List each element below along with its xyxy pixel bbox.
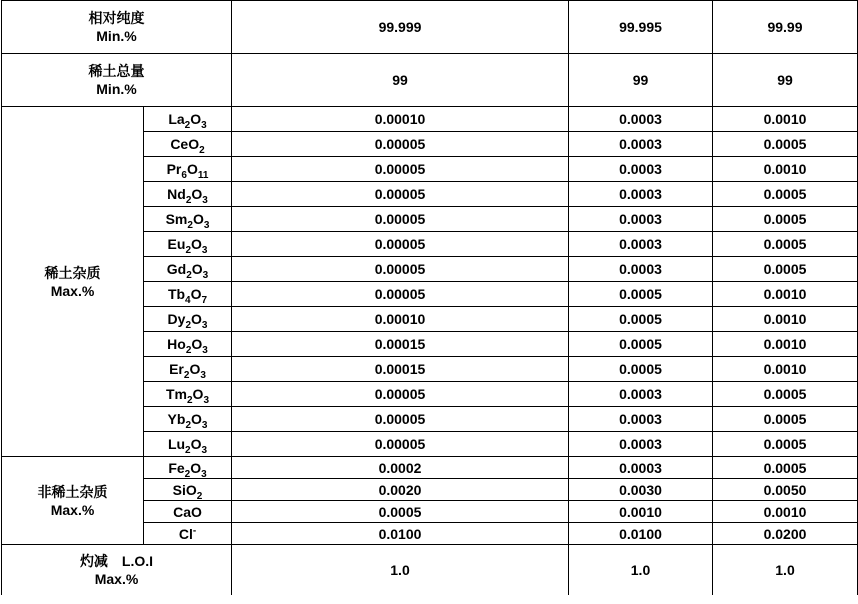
value-cell: 0.00005 <box>232 382 569 407</box>
compound-formula <box>172 481 203 502</box>
value-cell: 0.0005 <box>569 282 713 307</box>
purity-value-3: 99.99 <box>713 1 858 54</box>
formula-subscript: 2 <box>185 344 192 356</box>
formula-part: O <box>189 361 201 377</box>
formula-subscript: 3 <box>203 394 209 406</box>
compound-formula <box>167 336 208 356</box>
compound-formula <box>167 311 208 331</box>
compound-cell <box>144 182 232 207</box>
compound-formula <box>167 236 208 256</box>
formula-part: CeO <box>170 136 200 152</box>
formula-subscript: 2 <box>186 269 192 281</box>
value-cell: 0.0050 <box>713 479 858 501</box>
formula-subscript: 2 <box>196 490 203 502</box>
formula-subscript: 11 <box>197 169 209 181</box>
value-cell: 0.0005 <box>713 257 858 282</box>
value-cell: 0.00005 <box>232 232 569 257</box>
value-cell: 0.0010 <box>713 501 858 523</box>
formula-subscript: 3 <box>201 444 208 456</box>
loi-label-cell <box>2 545 232 596</box>
value-cell: 0.0100 <box>569 523 713 545</box>
table-row <box>2 457 858 479</box>
loi-value-1: 1.0 <box>232 545 569 596</box>
table-row <box>2 107 858 132</box>
treo-row <box>2 54 858 107</box>
formula-part: Gd <box>166 261 187 277</box>
treo-value-2: 99 <box>569 54 713 107</box>
formula-part: La <box>168 111 185 127</box>
value-cell: 0.0003 <box>569 407 713 432</box>
loi-unit: Max.% <box>94 571 139 587</box>
formula-subscript: 7 <box>201 294 208 306</box>
formula-part: Er <box>169 361 184 377</box>
formula-part: Tm <box>165 386 187 402</box>
formula-subscript: 3 <box>201 468 207 480</box>
treo-label-cell <box>2 54 232 107</box>
loi-value-2: 1.0 <box>569 545 713 596</box>
value-cell: 0.0005 <box>713 232 858 257</box>
value-cell: 0.0002 <box>232 457 569 479</box>
value-cell: 0.0010 <box>713 157 858 182</box>
value-cell: 0.0100 <box>232 523 569 545</box>
formula-part: O <box>191 311 202 327</box>
formula-part: Yb <box>167 411 186 427</box>
formula-part: Tb <box>167 286 186 302</box>
formula-part: O <box>190 286 202 302</box>
formula-subscript: 2 <box>185 444 191 456</box>
formula-subscript: 2 <box>199 144 205 156</box>
value-cell: 0.0005 <box>569 332 713 357</box>
compound-cell <box>144 479 232 501</box>
compound-cell <box>144 407 232 432</box>
formula-part: O <box>191 411 202 427</box>
value-cell: 0.0010 <box>713 107 858 132</box>
value-cell: 0.00005 <box>232 257 569 282</box>
specification-table-body <box>2 1 858 596</box>
compound-cell <box>144 523 232 545</box>
value-cell: 0.0030 <box>569 479 713 501</box>
formula-part: O <box>191 336 203 352</box>
value-cell: 0.00005 <box>232 132 569 157</box>
formula-subscript: 3 <box>201 319 208 331</box>
formula-part: O <box>192 211 204 227</box>
purity-row <box>2 1 858 54</box>
formula-part: O <box>191 261 203 277</box>
formula-part: SiO <box>172 481 197 498</box>
re-impurities-group-unit: Max.% <box>50 282 95 299</box>
compound-cell <box>144 207 232 232</box>
value-cell: 0.0003 <box>569 132 713 157</box>
formula-subscript: 2 <box>185 244 191 256</box>
loi-label: 灼减 L.O.I <box>79 553 154 569</box>
value-cell: 0.0005 <box>569 357 713 382</box>
value-cell: 0.00015 <box>232 357 569 382</box>
non-re-impurities-group <box>2 457 144 545</box>
formula-part: Sm <box>165 211 188 227</box>
compound-formula <box>165 211 210 231</box>
formula-subscript: 3 <box>201 244 208 256</box>
formula-subscript: 3 <box>201 419 208 431</box>
value-cell: 0.00005 <box>232 282 569 307</box>
formula-subscript: 2 <box>186 394 193 406</box>
formula-subscript: 2 <box>183 369 190 381</box>
compound-formula <box>170 136 205 156</box>
compound-cell <box>144 501 232 523</box>
formula-part: O <box>191 236 202 252</box>
formula-subscript: 3 <box>203 219 210 231</box>
purity-value-2: 99.995 <box>569 1 713 54</box>
value-cell: 0.0005 <box>713 132 858 157</box>
re-impurities-group <box>2 107 144 457</box>
compound-cell <box>144 357 232 382</box>
non-re-impurities-group-unit: Max.% <box>50 501 95 518</box>
compound-formula <box>168 459 207 480</box>
formula-part: O <box>190 111 202 127</box>
compound-cell <box>144 432 232 457</box>
value-cell: 0.0003 <box>569 457 713 479</box>
compound-cell <box>144 382 232 407</box>
compound-cell <box>144 307 232 332</box>
non-re-impurities-group-label: 非稀土杂质 <box>37 483 108 500</box>
value-cell: 0.0005 <box>713 207 858 232</box>
value-cell: 0.0010 <box>713 282 858 307</box>
value-cell: 0.0010 <box>569 501 713 523</box>
formula-part: Ho <box>167 336 186 352</box>
loi-row <box>2 545 858 596</box>
value-cell: 0.0005 <box>713 457 858 479</box>
formula-subscript: 3 <box>201 119 207 131</box>
formula-subscript: 2 <box>184 468 191 480</box>
compound-formula <box>167 286 208 306</box>
value-cell: 0.0003 <box>569 107 713 132</box>
formula-part: O <box>186 161 198 177</box>
formula-subscript: 2 <box>187 219 193 231</box>
value-cell: 0.00005 <box>232 157 569 182</box>
value-cell: 0.0020 <box>232 479 569 501</box>
purity-label-cell <box>2 1 232 54</box>
formula-subscript: 3 <box>200 369 206 381</box>
formula-part: O <box>192 386 204 402</box>
formula-subscript: 2 <box>184 119 191 131</box>
purity-value-1: 99.999 <box>232 1 569 54</box>
purity-unit: Min.% <box>96 28 137 44</box>
value-cell: 0.00010 <box>232 307 569 332</box>
formula-part: CaO <box>173 503 202 520</box>
value-cell: 0.0003 <box>569 157 713 182</box>
value-cell: 0.0200 <box>713 523 858 545</box>
value-cell: 0.0010 <box>713 357 858 382</box>
value-cell: 0.0010 <box>713 332 858 357</box>
compound-formula <box>167 186 208 206</box>
compound-formula <box>179 526 196 542</box>
re-impurities-group-label: 稀土杂质 <box>44 264 101 281</box>
formula-subscript: 3 <box>202 344 208 356</box>
compound-cell <box>144 332 232 357</box>
compound-cell <box>144 282 232 307</box>
compound-formula <box>166 161 209 181</box>
treo-value-1: 99 <box>232 54 569 107</box>
formula-part: Dy <box>167 311 186 327</box>
compound-formula <box>169 361 206 381</box>
formula-part: O <box>191 186 203 202</box>
formula-subscript: 2 <box>185 319 191 331</box>
compound-cell <box>144 257 232 282</box>
value-cell: 0.00005 <box>232 207 569 232</box>
value-cell: 0.00015 <box>232 332 569 357</box>
compound-cell <box>144 107 232 132</box>
formula-part: Fe <box>168 459 185 476</box>
compound-formula <box>168 111 207 131</box>
formula-part: Pr <box>166 161 182 177</box>
compound-formula <box>173 504 202 520</box>
value-cell: 0.0005 <box>713 407 858 432</box>
value-cell: 0.0003 <box>569 232 713 257</box>
value-cell: 0.0003 <box>569 207 713 232</box>
value-cell: 0.0003 <box>569 432 713 457</box>
formula-subscript: 6 <box>181 169 187 181</box>
value-cell: 0.00005 <box>232 407 569 432</box>
formula-part: Eu <box>167 236 186 252</box>
value-cell: 0.0005 <box>713 382 858 407</box>
formula-subscript: 3 <box>202 269 209 281</box>
compound-cell <box>144 232 232 257</box>
specification-table <box>1 0 858 595</box>
value-cell: 0.0003 <box>569 257 713 282</box>
compound-cell <box>144 457 232 479</box>
compound-formula <box>167 411 208 431</box>
formula-subscript: 4 <box>185 294 191 306</box>
value-cell: 0.0005 <box>713 432 858 457</box>
formula-subscript: 2 <box>185 419 191 431</box>
formula-subscript: 3 <box>202 194 208 206</box>
value-cell: 0.0010 <box>713 307 858 332</box>
value-cell: 0.0003 <box>569 382 713 407</box>
formula-part: Lu <box>167 436 186 452</box>
value-cell: 0.0005 <box>569 307 713 332</box>
value-cell: 0.0003 <box>569 182 713 207</box>
compound-cell <box>144 157 232 182</box>
value-cell: 0.0005 <box>232 501 569 523</box>
value-cell: 0.00005 <box>232 432 569 457</box>
treo-value-3: 99 <box>713 54 858 107</box>
compound-formula <box>167 436 208 456</box>
loi-value-3: 1.0 <box>713 545 858 596</box>
formula-part: Nd <box>167 186 186 202</box>
formula-part: O <box>190 436 202 452</box>
value-cell: 0.00010 <box>232 107 569 132</box>
value-cell: 0.00005 <box>232 182 569 207</box>
formula-subscript: 2 <box>185 194 192 206</box>
formula-part: O <box>190 459 202 476</box>
formula-part: Cl <box>178 525 193 542</box>
compound-formula <box>166 261 209 281</box>
treo-label: 稀土总量 <box>88 63 145 79</box>
value-cell: 0.0005 <box>713 182 858 207</box>
compound-cell <box>144 132 232 157</box>
compound-formula <box>165 386 209 406</box>
purity-label: 相对纯度 <box>88 10 145 26</box>
formula-superscript: - <box>192 524 197 536</box>
treo-unit: Min.% <box>96 81 137 97</box>
